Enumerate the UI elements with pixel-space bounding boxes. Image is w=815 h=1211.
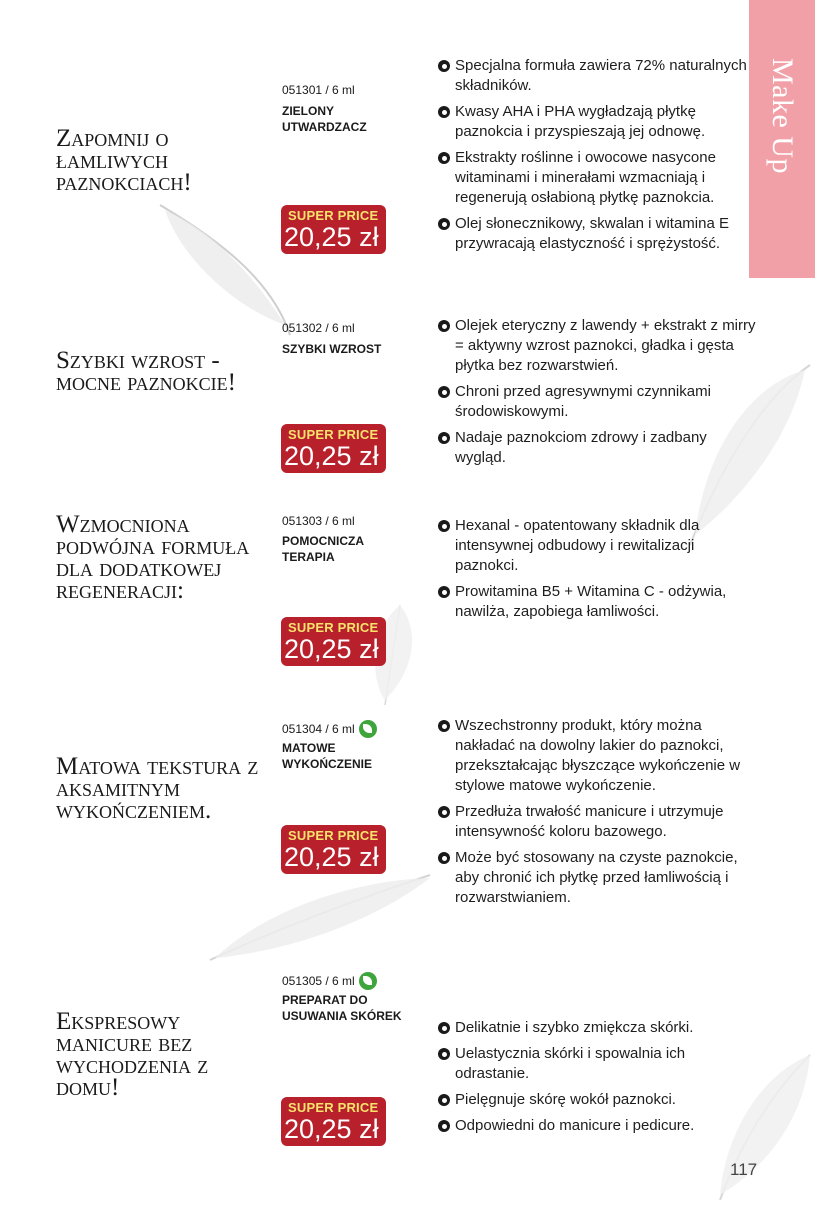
product-code-text: 051304 / 6 ml <box>282 722 355 736</box>
feature-text: Kwasy AHA i PHA wygładzają płytkę paznokcia i przyspieszają jej odnowę. <box>455 103 706 140</box>
bullet-icon <box>438 106 450 118</box>
feature-item <box>438 316 756 376</box>
product-headline: Szybki wzrost - mocne paznokcie! <box>56 347 236 396</box>
feature-text: Delikatnie i szybko zmiękcza skórki. <box>455 1019 694 1036</box>
product-headline: Zapomnij o łamliwych paznokciach! <box>56 125 192 196</box>
eco-leaf-icon <box>359 972 377 990</box>
bullet-icon <box>438 432 450 444</box>
price-badge <box>281 617 386 666</box>
price-value: 20,25 zł <box>284 1114 379 1144</box>
feature-text: Olejek eteryczny z lawendy + ekstrakt z mirry = aktywny wzrost paznokci, gładka i gęsta płytka bez rozwarstwień. <box>455 317 756 374</box>
category-tab <box>749 0 815 278</box>
category-tab-label: Make Up <box>766 58 799 174</box>
feature-list <box>438 1018 756 1142</box>
bullet-icon <box>438 1022 450 1034</box>
price-badge <box>281 424 386 473</box>
product-name: MATOWE WYKOŃCZENIE <box>282 741 372 771</box>
feature-text: Specjalna formuła zawiera 72% naturalnych składników. <box>455 57 747 94</box>
feature-item <box>438 1044 756 1084</box>
bullet-icon <box>438 152 450 164</box>
product-name: ZIELONY UTWARDZACZ <box>282 104 367 134</box>
feature-text: Ekstrakty roślinne i owocowe nasycone witaminami i minerałami wzmacniają i regenerują osłabioną płytkę paznokcia. <box>455 149 716 206</box>
bullet-icon <box>438 1094 450 1106</box>
feature-text: Odpowiedni do manicure i pedicure. <box>455 1117 695 1134</box>
product-name: POMOCNICZA TERAPIA <box>282 534 364 564</box>
feature-list <box>438 56 756 260</box>
product-code <box>282 972 377 990</box>
feather-decoration <box>205 870 435 965</box>
feature-text: Prowitamina B5 + Witamina C - odżywia, nawilża, zapobiega łamliwości. <box>455 583 727 620</box>
bullet-icon <box>438 720 450 732</box>
price-badge-label: SUPER PRICE <box>288 1100 379 1115</box>
bullet-icon <box>438 520 450 532</box>
bullet-icon <box>438 1120 450 1132</box>
price-value: 20,25 zł <box>284 842 379 872</box>
product-code <box>282 514 355 528</box>
price-badge-label: SUPER PRICE <box>288 427 379 442</box>
page-number: 117 <box>730 1160 758 1179</box>
price-badge <box>281 205 386 254</box>
bullet-icon <box>438 386 450 398</box>
price-value: 20,25 zł <box>284 634 379 664</box>
feature-text: Nadaje paznokciom zdrowy i zadbany wygląd. <box>455 429 707 466</box>
product-code-text: 051302 / 6 ml <box>282 321 355 335</box>
feature-item <box>438 848 756 908</box>
price-badge-label: SUPER PRICE <box>288 828 379 843</box>
feather-decoration <box>150 195 300 345</box>
bullet-icon <box>438 806 450 818</box>
bullet-icon <box>438 586 450 598</box>
bullet-icon <box>438 320 450 332</box>
product-code <box>282 83 355 97</box>
feature-text: Uelastycznia skórki i spowalnia ich odrastanie. <box>455 1045 686 1082</box>
product-code-text: 051305 / 6 ml <box>282 974 355 988</box>
price-value: 20,25 zł <box>284 222 379 252</box>
feature-item <box>438 802 756 842</box>
feature-text: Olej słonecznikowy, skwalan i witamina E przywracają elastyczność i sprężystość. <box>455 215 729 252</box>
feature-text: Może być stosowany na czyste paznokcie, aby chronić ich płytkę przed łamliwością i rozwarstwianiem. <box>455 849 738 906</box>
price-badge-label: SUPER PRICE <box>288 620 379 635</box>
price-badge <box>281 1097 386 1146</box>
price-badge <box>281 825 386 874</box>
feature-item <box>438 1116 756 1136</box>
product-code <box>282 321 355 335</box>
product-name: PREPARAT DO USUWANIA SKÓREK <box>282 993 402 1023</box>
feature-item <box>438 382 756 422</box>
feature-item <box>438 428 756 468</box>
product-code-text: 051303 / 6 ml <box>282 514 355 528</box>
feature-text: Przedłuża trwałość manicure i utrzymuje intensywność koloru bazowego. <box>455 803 724 840</box>
bullet-icon <box>438 218 450 230</box>
product-headline: Ekspresowy manicure bez wychodzenia z domu! <box>56 1008 209 1101</box>
bullet-icon <box>438 1048 450 1060</box>
feature-item <box>438 102 756 142</box>
price-value: 20,25 zł <box>284 441 379 471</box>
feature-item <box>438 716 756 796</box>
feature-list <box>438 316 756 474</box>
product-headline: Wzmocniona podwójna formuła dla dodatkowej regeneracji: <box>56 511 250 604</box>
product-headline: Matowa tekstura z aksamitnym wykończeniem. <box>56 753 259 824</box>
bullet-icon <box>438 60 450 72</box>
feature-text: Chroni przed agresywnymi czynnikami środowiskowymi. <box>455 383 711 420</box>
feature-item <box>438 1018 756 1038</box>
feature-item <box>438 582 756 622</box>
feature-text: Wszechstronny produkt, który można nakładać na dowolny lakier do paznokci, przekształcając błyszczące wykończenie w stylowe matowe wykończenie. <box>455 717 741 794</box>
feature-item <box>438 516 756 576</box>
bullet-icon <box>438 852 450 864</box>
price-badge-label: SUPER PRICE <box>288 208 379 223</box>
feature-list <box>438 516 756 628</box>
eco-leaf-icon <box>359 720 377 738</box>
feature-list <box>438 716 756 914</box>
product-name: SZYBKI WZROST <box>282 342 382 356</box>
feature-text: Hexanal - opatentowany składnik dla intensywnej odbudowy i rewitalizacji paznokci. <box>455 517 700 574</box>
product-code <box>282 720 377 738</box>
feature-text: Pielęgnuje skórę wokół paznokci. <box>455 1091 676 1108</box>
feature-item <box>438 214 756 254</box>
product-code-text: 051301 / 6 ml <box>282 83 355 97</box>
feature-item <box>438 56 756 96</box>
feature-item <box>438 148 756 208</box>
feature-item <box>438 1090 756 1110</box>
